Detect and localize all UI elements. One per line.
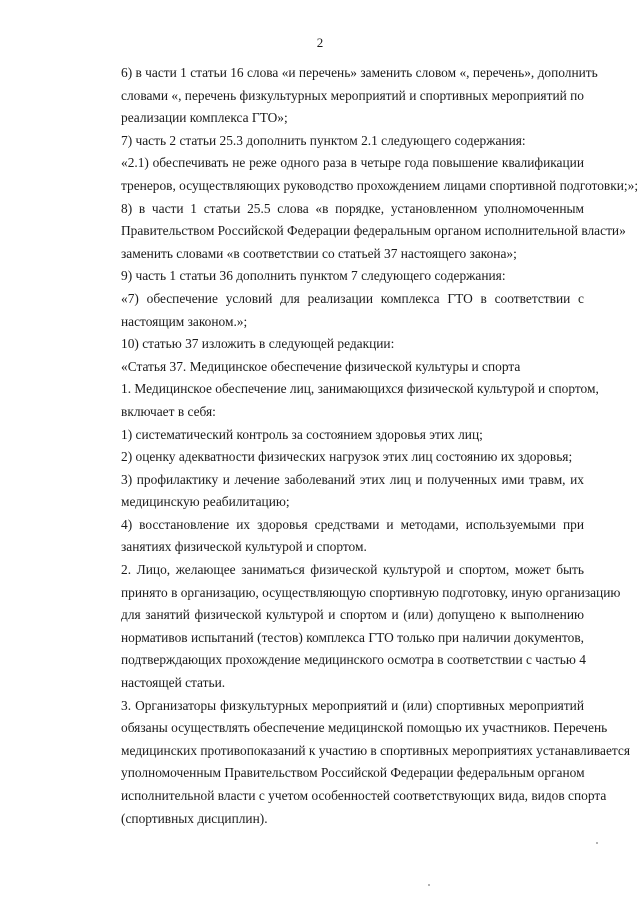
text-line: реализации комплекса ГТО»; xyxy=(121,110,288,126)
text-line: заменить словами «в соответствии со статьей 37 настоящего закона»; xyxy=(121,245,517,261)
text-line: настоящим законом.»; xyxy=(121,313,248,329)
text-line: 2. Лицо, желающее заниматься физической культурой и спортом, может быть xyxy=(121,562,584,578)
text-line: 2) оценку адекватности физических нагрузок этих лиц состоянию их здоровья; xyxy=(121,449,573,465)
paragraph xyxy=(84,130,584,153)
text-line: включает в себя: xyxy=(121,403,216,419)
paragraph xyxy=(84,469,584,514)
paragraph xyxy=(84,288,584,333)
text-line: «2.1) обеспечивать не реже одного раза в четыре года повышение квалификации xyxy=(121,155,584,171)
text-line: 6) в части 1 статьи 16 слова «и перечень» заменить словом «, перечень», дополнить xyxy=(121,65,598,80)
text-line: принято в организацию, осуществляющую спортивную подготовку, иную организацию xyxy=(121,584,621,600)
text-line: 8) в части 1 статьи 25.5 слова «в порядке, установленном уполномоченным xyxy=(121,200,584,216)
text-line: 1. Медицинское обеспечение лиц, занимающихся физической культурой и спортом, xyxy=(121,381,599,397)
text-line: нормативов испытаний (тестов) комплекса ГТО только при наличии документов, xyxy=(121,629,584,645)
text-line: занятиях физической культурой и спортом. xyxy=(121,539,367,555)
text-line: тренеров, осуществляющих руководство прохождением лицами спортивной подготовки;»; xyxy=(121,177,639,193)
document-body xyxy=(84,62,639,830)
text-line: настоящей статьи. xyxy=(121,675,226,691)
text-line: медицинскую реабилитацию; xyxy=(121,494,290,510)
text-line: 3. Организаторы физкультурных мероприятий и (или) спортивных мероприятий xyxy=(121,697,584,713)
scan-speck xyxy=(596,842,598,844)
text-line: 10) статью 37 изложить в следующей редакции: xyxy=(121,336,395,352)
text-line: 3) профилактику и лечение заболеваний этих лиц и полученных ими травм, их xyxy=(121,471,584,487)
paragraph xyxy=(84,695,631,831)
paragraph xyxy=(84,424,584,447)
paragraph xyxy=(84,446,584,469)
paragraph xyxy=(84,356,584,379)
text-line: подтверждающих прохождение медицинского осмотра в соответствии с частью 4 xyxy=(121,652,586,668)
text-line: Правительством Российской Федерации федеральным органом исполнительной власти» xyxy=(121,223,626,239)
text-line: уполномоченным Правительством Российской Федерации федеральным органом xyxy=(121,765,585,781)
paragraph xyxy=(84,152,639,197)
paragraph xyxy=(84,198,626,266)
paragraph xyxy=(84,62,598,130)
text-line: 1) систематический контроль за состоянием здоровья этих лиц; xyxy=(121,426,483,442)
text-line: для занятий физической культурой и спортом и (или) допущено к выполнению xyxy=(121,607,584,623)
text-line: обязаны осуществлять обеспечение медицинской помощью их участников. Перечень xyxy=(121,720,608,736)
text-line: «Статья 37. Медицинское обеспечение физической культуры и спорта xyxy=(121,358,521,374)
scan-speck xyxy=(428,884,430,886)
paragraph xyxy=(84,514,584,559)
text-line: 7) часть 2 статьи 25.3 дополнить пунктом 2.1 следующего содержания: xyxy=(121,132,526,148)
paragraph xyxy=(84,265,584,288)
text-line: исполнительной власти с учетом особенностей соответствующих вида, видов спорта xyxy=(121,788,607,803)
page-number: 2 xyxy=(316,35,324,50)
text-line: словами «, перечень физкультурных мероприятий и спортивных мероприятий по xyxy=(121,87,584,103)
paragraph xyxy=(84,559,621,695)
text-line: 4) восстановление их здоровья средствами и методами, используемыми при xyxy=(121,516,584,532)
text-line: 9) часть 1 статьи 36 дополнить пунктом 7 следующего содержания: xyxy=(121,268,506,284)
text-line: медицинских противопоказаний к участию в спортивных мероприятиях устанавливается xyxy=(121,742,631,758)
text-line: «7) обеспечение условий для реализации комплекса ГТО в соответствии с xyxy=(121,290,584,306)
paragraph xyxy=(84,333,584,356)
paragraph xyxy=(84,378,599,423)
text-line: (спортивных дисциплин). xyxy=(121,810,268,826)
